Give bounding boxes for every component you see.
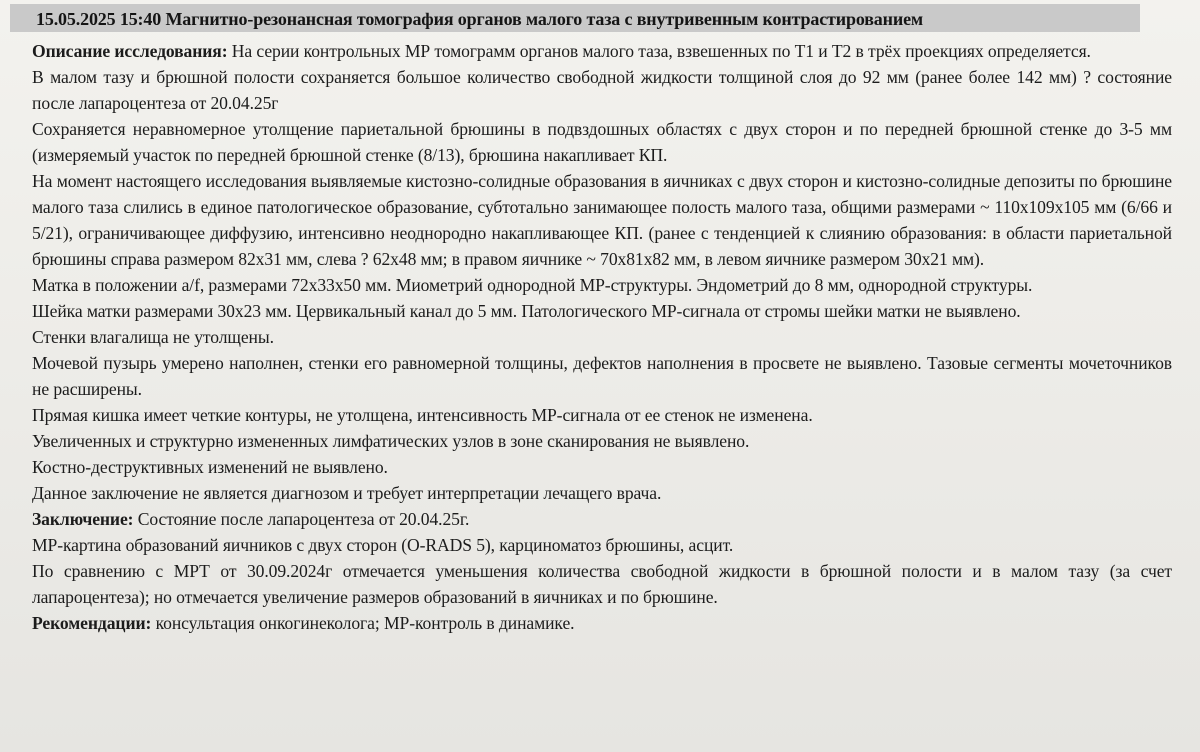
report-header <box>10 4 1140 32</box>
conclusion-line: МР-картина образований яичников с двух сторон (O-RADS 5), карциноматоз брюшины, асцит. <box>32 535 734 555</box>
description-label: Описание исследования: <box>32 41 228 61</box>
conclusion-label: Заключение: <box>32 509 134 529</box>
report-title: 15.05.2025 15:40 Магнитно-резонансная томография органов малого таза с внутривенным контрастированием <box>36 9 924 29</box>
report-body <box>32 38 1172 636</box>
conclusion-text: Состояние после лапароцентеза от 20.04.25г. <box>137 509 470 529</box>
peritoneum-paragraph: Сохраняется неравномерное утолщение париетальной брюшины в подвздошных областях с двух сторон и по передней брюшной стенке до 3-5 мм (измеряемый участок по передней брюшной стенке (8/13), брюшина накапливает КП. <box>32 119 1172 165</box>
recommendations-text: консультация онкогинеколога; МР-контроль в динамике. <box>155 613 575 633</box>
bone-paragraph: Костно-деструктивных изменений не выявлено. <box>32 457 388 477</box>
cervix-paragraph: Шейка матки размерами 30х23 мм. Цервикальный канал до 5 мм. Патологического МР-сигнала от стромы шейки матки не выявлено. <box>32 301 1021 321</box>
lymph-nodes-paragraph: Увеличенных и структурно измененных лимфатических узлов в зоне сканирования не выявлено. <box>32 431 750 451</box>
rectum-paragraph: Прямая кишка имеет четкие контуры, не утолщена, интенсивность МР-сигнала от ее стенок не изменена. <box>32 405 813 425</box>
description-text: На серии контрольных МР томограмм органов малого таза, взвешенных по Т1 и Т2 в трёх проекциях определяется. <box>231 41 1091 61</box>
conclusion-paragraph <box>32 506 1172 532</box>
vagina-paragraph: Стенки влагалища не утолщены. <box>32 327 274 347</box>
conclusion-line: По сравнению с МРТ от 30.09.2024г отмечается уменьшения количества свободной жидкости в брюшной полости и в малом тазу (за счет лапароцентеза); но отмечается увеличение размеров образований в яичниках и по брюшине. <box>32 561 1172 607</box>
ovarian-mass-paragraph: На момент настоящего исследования выявляемые кистозно-солидные образования в яичниках с двух сторон и кистозно-солидные депозиты по брюшине малого таза слились в единое патологическое образование, субтотально занимающее полость малого таза, общими размерами ~ 110х109х105 мм (6/66 и 5/21), ограничивающее диффузию, интенсивно неоднородно накапливающее КП. (ранее с тенденцией к слиянию образования: в области париетальной брюшины справа размером 82х31 мм, слева ? 62х48 мм; в правом яичнике ~ 70х81х82 мм, в левом яичнике размером 30х21 мм). <box>32 171 1172 269</box>
recommendations-paragraph <box>32 610 1172 636</box>
disclaimer-paragraph: Данное заключение не является диагнозом и требует интерпретации лечащего врача. <box>32 483 662 503</box>
recommendations-label: Рекомендации: <box>32 613 152 633</box>
uterus-paragraph: Матка в положении a/f, размерами 72х33х50 мм. Миометрий однородной МР-структуры. Эндометрий до 8 мм, однородной структуры. <box>32 275 1033 295</box>
bladder-paragraph: Мочевой пузырь умерено наполнен, стенки его равномерной толщины, дефектов наполнения в просвете не выявлено. Тазовые сегменты мочеточников не расширены. <box>32 353 1172 399</box>
fluid-paragraph: В малом тазу и брюшной полости сохраняется большое количество свободной жидкости толщиной слоя до 92 мм (ранее более 142 мм) ? состояние после лапароцентеза от 20.04.25г <box>32 67 1172 113</box>
description-paragraph <box>32 38 1172 64</box>
